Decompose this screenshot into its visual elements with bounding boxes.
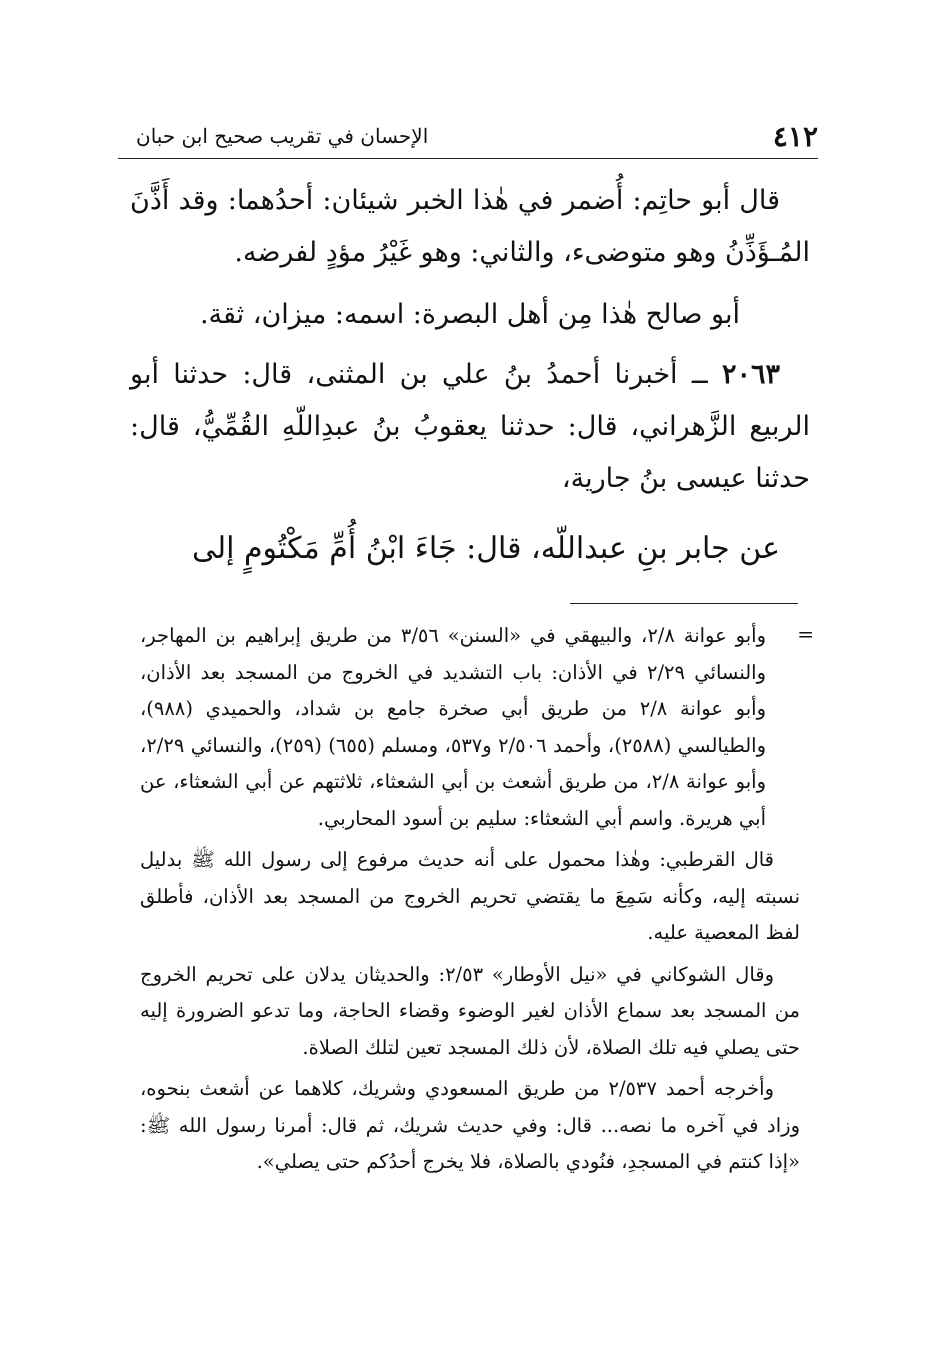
narrator-note: أبو صالح هٰذا مِن أهل البصرة: اسمه: ميزان، ثقة. xyxy=(199,299,741,330)
running-header xyxy=(118,108,818,159)
page-number: ٤١٢ xyxy=(772,120,818,153)
hadith-number: ٢٠٦٣ xyxy=(721,359,780,390)
footnotes xyxy=(140,618,814,1181)
continuation-mark: = xyxy=(797,622,814,646)
isnad-paragraph xyxy=(130,349,810,505)
footnote-paragraph: قال القرطبي: وهٰذا محمول على أنه حديث مرفوع إلى رسول الله ﷺ بدليل نسبته إليه، وكأنه سَمِعَ ما يقتضي تحريم الخروج من المسجد بعد الأذان، فأطلق لفظ المعصية عليه. xyxy=(140,848,800,944)
commentary-paragraph: قال أبو حاتِم: أُضمر في هٰذا الخبر شيئان: أحدُهما: وقد أَذَّنَ المُـؤَذِّنُ وهو متوضىء، والثاني: وهو غَيْرُ مؤدٍ لفرضه. xyxy=(130,185,810,268)
running-title: الإحسان في تقريب صحيح ابن حبان xyxy=(136,124,429,148)
hadith-matn: عن جابر بنِ عبداللّه، قال: جَاءَ ابْنُ أُمِّ مَكْتُومٍ إلى xyxy=(191,531,780,566)
footnote-paragraph: وقال الشوكاني في «نيل الأوطار» ٢/٥٣: والحديثان يدلان على تحريم الخروج من المسجد بعد سماع الأذان لغير الوضوء وقضاء الحاجة، وما تدعو الضرورة إليه حتى يصلي فيه تلك الصلاة، لأن ذلك المسجد تعين لتلك الصلاة. xyxy=(140,962,800,1059)
footnote-paragraph: وأبو عوانة ٢/٨، والبيهقي في «السنن» ٣/٥٦ من طريق إبراهيم بن المهاجر، والنسائي ٢/٢٩ في الأذان: باب التشديد في الخروج من المسجد بعد الأذان، وأبو عوانة ٢/٨ من طريق أبي صخرة جامع بن شداد، والحميدي (٩٨٨)، والطيالسي (٢٥٨٨)، وأحمد ٢/٥٠٦ و٥٣٧، ومسلم (٦٥٥) (٢٥٩)، والنسائي ٢/٢٩، وأبو عوانة ٢/٨، من طريق أشعث بن أبي الشعثاء، ثلاثتهم عن أبي الشعثاء، عن أبي هريرة. واسم أبي الشعثاء: سليم بن أسود المحاربي. xyxy=(140,624,766,830)
isnad-text: ــ أخبرنا أحمدُ بنُ علي بن المثنى، قال: حدثنا أبو الربيع الزَّهراني، قال: حدثنا يعقوبُ بنُ عبدِاللّهِ القُمِّيُّ، قال: حدثنا عيسى بنُ جارية، xyxy=(130,359,810,494)
main-text xyxy=(130,175,810,579)
footnote-paragraph: وأخرجه أحمد ٢/٥٣٧ من طريق المسعودي وشريك، كلاهما عن أشعث بنحوه، وزاد في آخره ما نصه... قال: وفي حديث شريك، ثم قال: أمرنا رسول الله ﷺ: «إذا كنتم في المسجدِ، فنُودي بالصلاة، فلا يخرج أحدُكم حتى يصلي». xyxy=(140,1077,800,1173)
footnote-separator xyxy=(570,603,798,604)
